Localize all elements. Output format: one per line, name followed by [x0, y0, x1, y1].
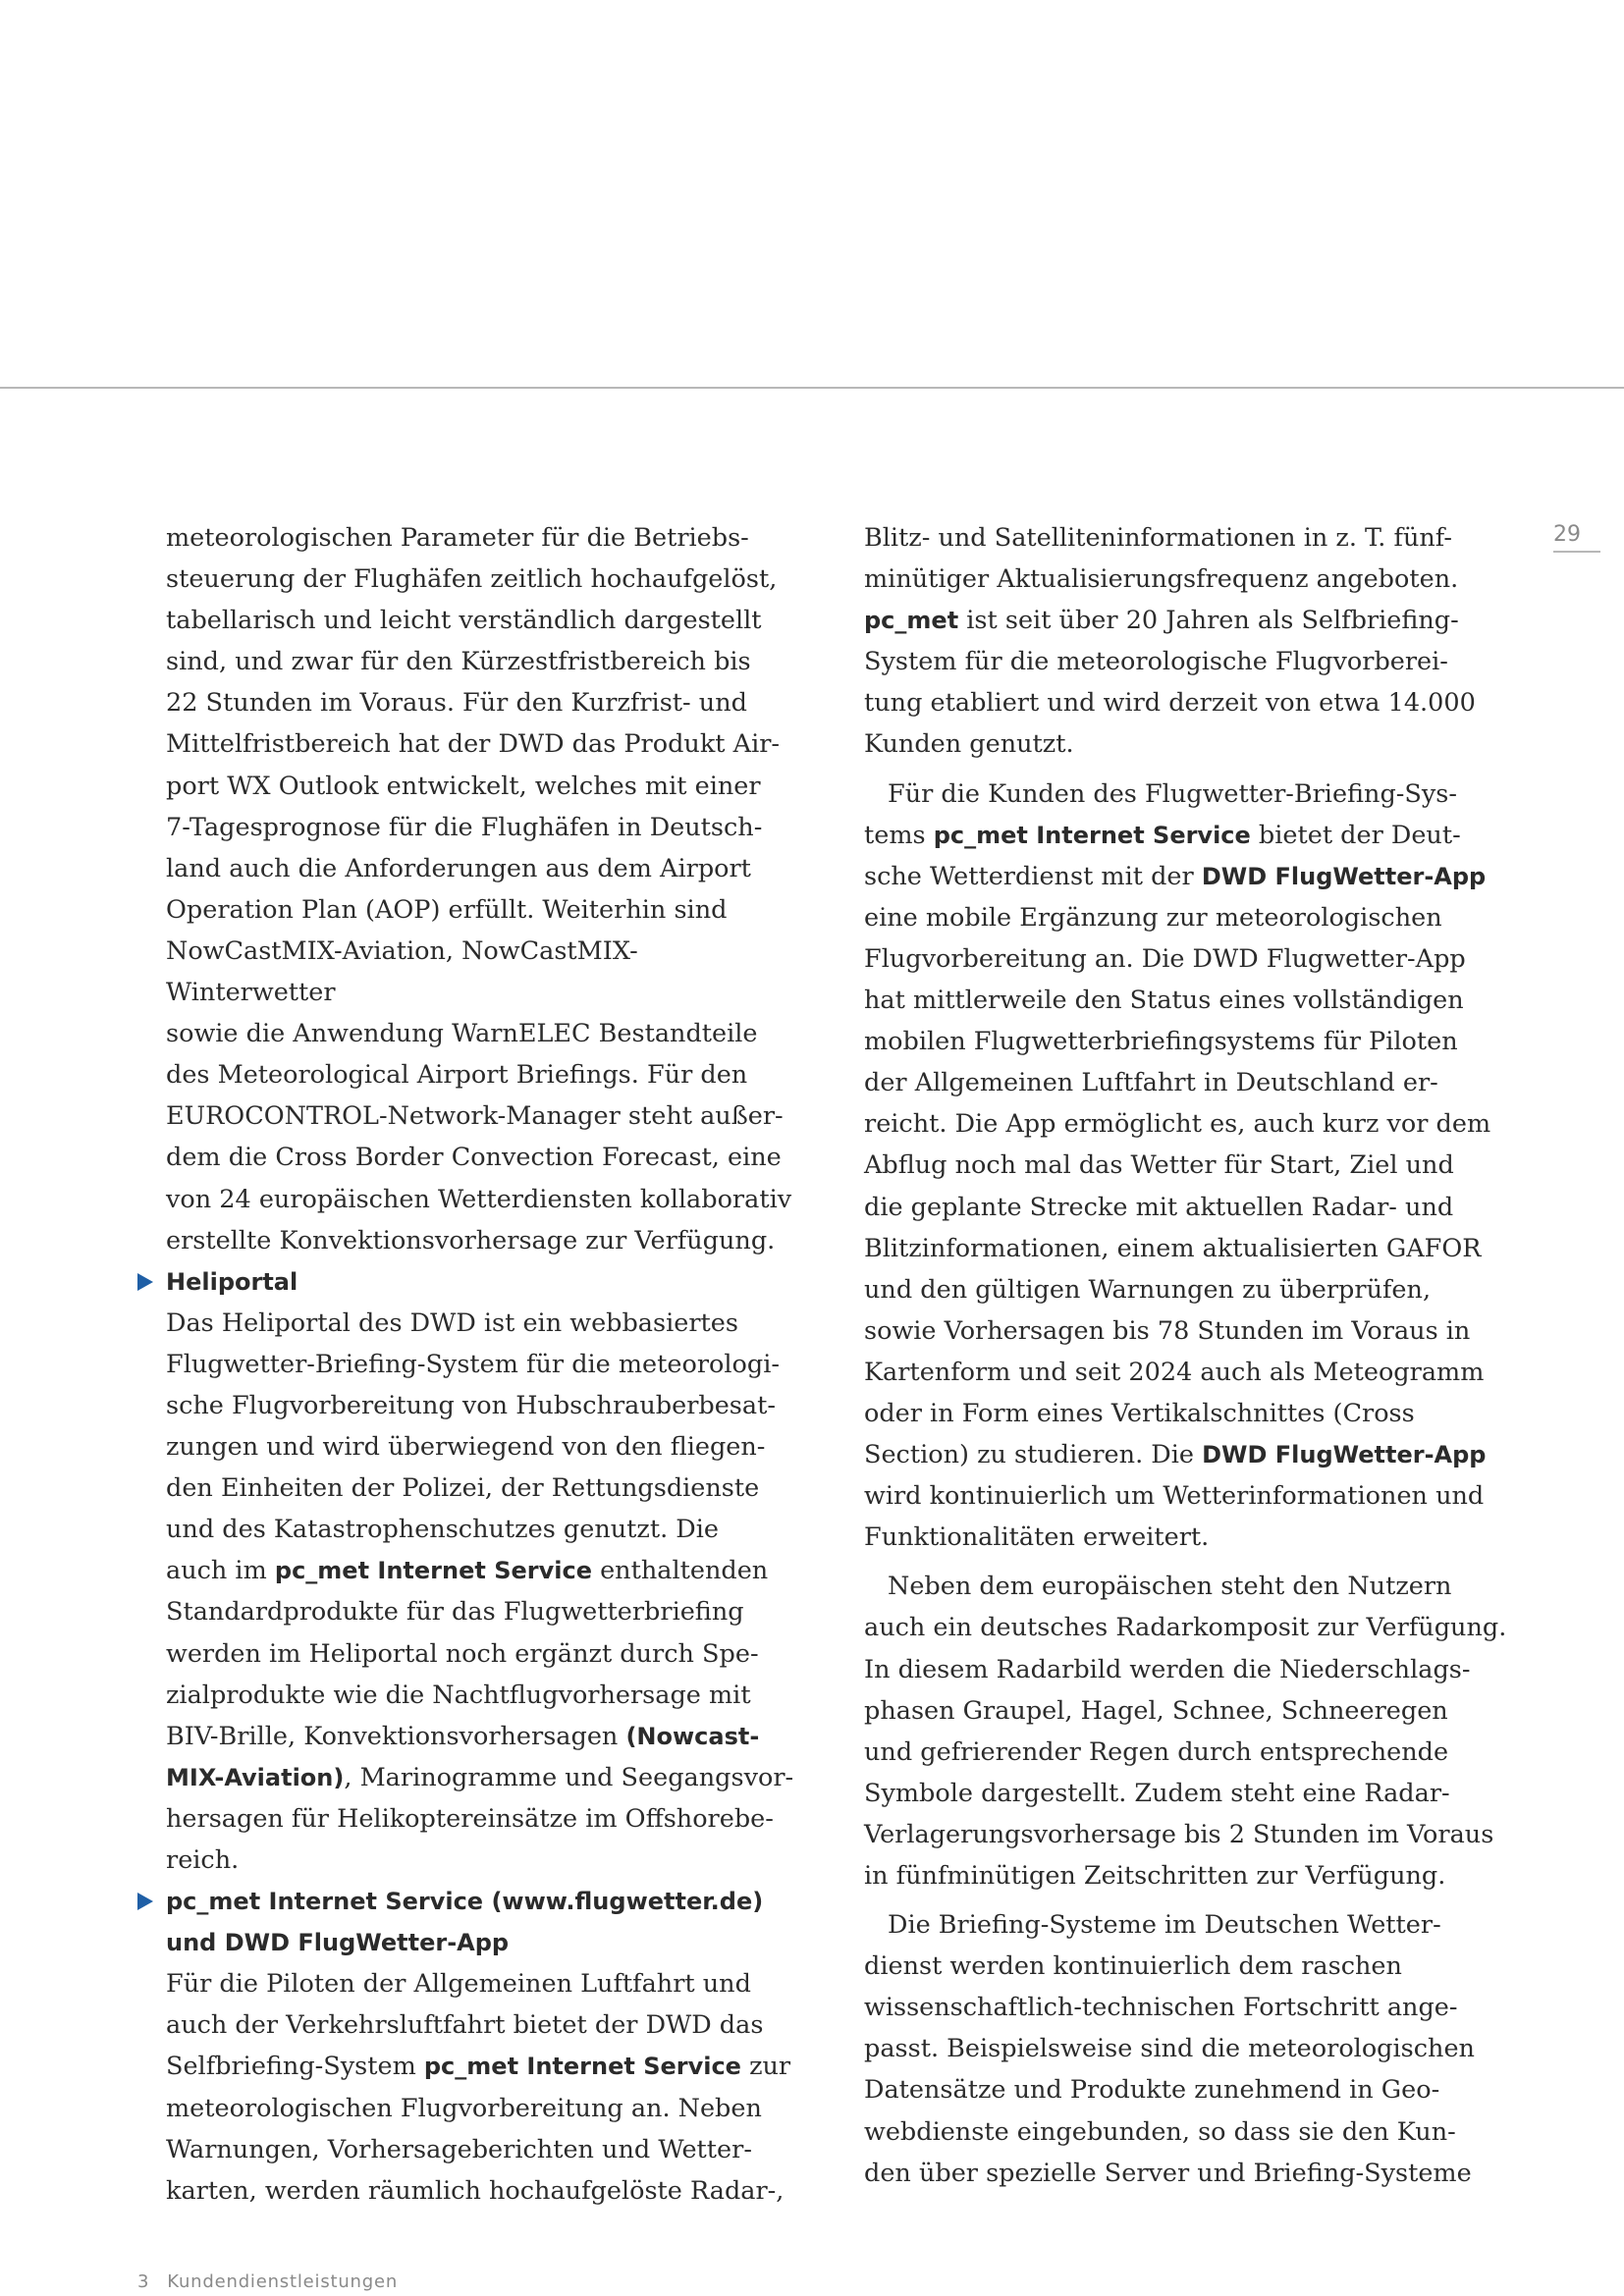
bold-term: pc_met: [864, 607, 959, 635]
triangle-bullet-icon: [137, 1893, 153, 1910]
page-number: 29: [1553, 522, 1600, 553]
section-heading-pcmet: [166, 1881, 804, 1963]
paragraph: Neben dem europäischen steht den Nutzern auch ein deutsches Radarkomposit zur Verfügung. In diesem Radarbild werden die Niederschlags- phasen Graupel, Hagel, Schnee, Schneeregen und gefrierender Regen durch entsprechende Symbole dargestellt. Zudem steht eine Radar- Verlagerungsvorhersage bis 2 Stunden im Voraus in fünfminütigen Zeitschritten zur Verfügung.: [864, 1572, 1507, 1891]
footer-chapter-title: Kundendienstleistungen: [167, 2271, 399, 2292]
right-column: [864, 517, 1512, 2194]
footer-chapter-number: 3: [137, 2271, 150, 2292]
bold-term: pc_met Internet Service: [423, 2053, 741, 2081]
bold-term: DWD FlugWetter-App: [1202, 1441, 1487, 1469]
paragraph: [166, 1303, 804, 1881]
bold-term: pc_met Internet Service: [933, 821, 1251, 849]
bold-term: pc_met Internet Service: [274, 1557, 592, 1585]
text: , Marinogramme und Seegangsvor- hersagen für Helikoptereinsätze im Offshorebe- reich.: [166, 1762, 794, 1875]
section-heading-heliportal: [166, 1261, 804, 1303]
text: Für die Kunden des Flugwetter-Briefing-Sys- tems: [864, 778, 1458, 850]
text: enthaltenden Standardprodukte für das Flugwetterbriefing werden im Heliportal noch ergänzt durch Spe- zialprodukte wie die Nachtflugvorhersage mit BIV-Brille, Konvektionsvorhersagen: [166, 1556, 769, 1751]
triangle-bullet-icon: [137, 1273, 153, 1291]
text: Für die Piloten der Allgemeinen Luftfahrt und auch der Verkehrsluftfahrt bietet der DWD das Selfbriefing-System: [166, 1969, 764, 2082]
text: Blitz- und Satelliteninformationen in z. T. fünf- minütiger Aktualisierungsfrequenz angeboten.: [864, 523, 1459, 595]
paragraph: [864, 774, 1512, 1559]
left-column: [166, 517, 804, 2212]
paragraph: [166, 1963, 804, 2212]
text: bietet der Deut- sche Wetterdienst mit der: [864, 820, 1461, 891]
text: wird kontinuierlich um Wetterinformationen und Funktionalitäten erweitert.: [864, 1481, 1485, 1553]
paragraph: meteorologischen Parameter für die Betriebs- steuerung der Flughäfen zeitlich hochaufgelöst, tabellarisch und leicht verständlich dargestellt sind, und zwar für den Kürzestfristbereich bis 22 Stunden im Voraus. Für den Kurzfrist- und Mittelfristbereich hat der DWD das Produkt Air- port WX Outlook entwickelt, welches mit einer 7-Tagesprognose für die Flughäfen in Deutsch- land auch die Anforderungen aus dem Airport Operation Plan (AOP) erfüllt. Weiterhin sind NowCastMIX-Aviation, NowCastMIX-Winterwetter sowie die Anwendung WarnELEC Bestandteile des Meteorological Airport Briefings. Für den EUROCONTROL-Network-Manager steht außer- dem die Cross Border Convection Forecast, eine von 24 europäischen Wetterdiensten kollaborativ erstellte Konvektionsvorhersage zur Verfügung.: [166, 523, 792, 1255]
heading-text: Heliportal: [166, 1267, 298, 1296]
text: zur meteorologischen Flugvorbereitung an. Neben Warnungen, Vorhersageberichten und Wetter- karten, werden räumlich hochaufgelöste Radar-,: [166, 2052, 791, 2206]
heading-text: pc_met Internet Service (www.flugwetter.de) und DWD FlugWetter-App: [166, 1888, 764, 1957]
header-rule: [0, 387, 1624, 389]
text: ist seit über 20 Jahren als Selfbriefing- System für die meteorologische Flugvorberei- tung etabliert und wird derzeit von etwa 14.000 Kunden genutzt.: [864, 606, 1476, 760]
text: Das Heliportal des DWD ist ein webbasiertes Flugwetter-Briefing-System für die meteorologi- sche Flugvorbereitung von Hubschrauberbesat- zungen und wird überwiegend von den fliegen- den Einheiten der Polizei, der Rettungsdienste und des Katastrophenschutzes genutzt. Die auch im: [166, 1308, 780, 1586]
paragraph: Die Briefing-Systeme im Deutschen Wetter- dienst werden kontinuierlich dem raschen wissenschaftlich-technischen Fortschritt ange- passt. Beispielsweise sind die meteorologischen Datensätze und Produkte zunehmend in Geo- webdienste eingebunden, so dass sie den Kun- den über spezielle Server und Briefing-Systeme: [864, 1910, 1475, 2188]
text: eine mobile Ergänzung zur meteorologischen Flugvorbereitung an. Die DWD Flugwetter-App hat mittlerweile den Status eines vollständigen mobilen Flugwetterbriefingsystems für Piloten der Allgemeinen Luftfahrt in Deutschland er- reicht. Die App ermöglicht es, auch kurz vor dem Abflug noch mal das Wetter für Start, Ziel und die geplante Strecke mit aktuellen Radar- und Blitzinformationen, einem aktualisierten GAFOR und den gültigen Warnungen zu überprüfen, sowie Vorhersagen bis 78 Stunden im Voraus in Kartenform und seit 2024 auch als Meteogramm oder in Form eines Vertikalschnittes (Cross Section) zu studieren. Die: [864, 902, 1491, 1470]
bold-term: DWD FlugWetter-App: [1201, 862, 1487, 890]
bold-term: (Nowcast- MIX-Aviation): [166, 1722, 760, 1791]
page-footer: [137, 2271, 398, 2292]
paragraph: [864, 517, 1512, 766]
